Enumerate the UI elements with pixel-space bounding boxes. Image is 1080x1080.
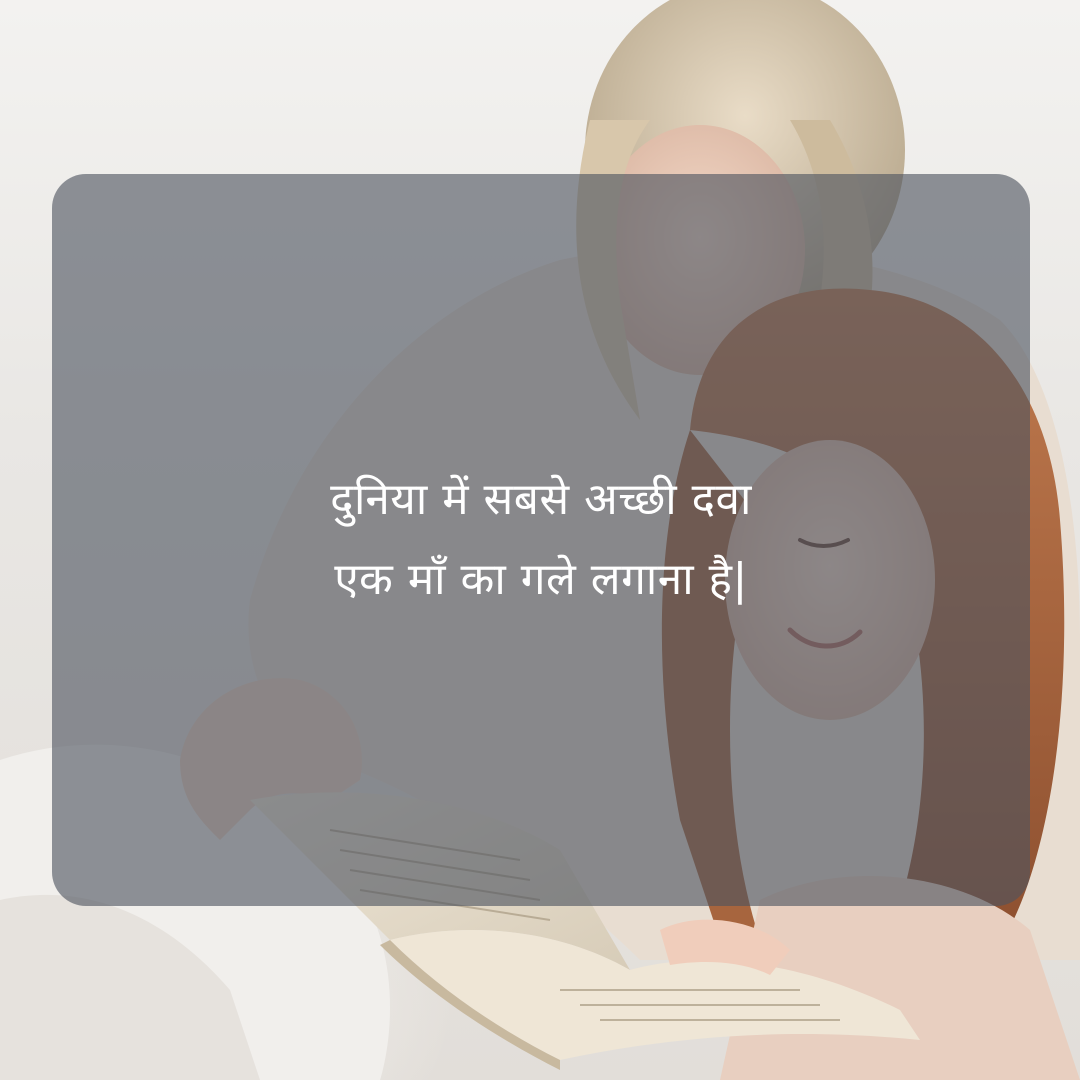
quote-line-2: एक माँ का गले लगाना है| <box>334 554 748 605</box>
quote-line-1: दुनिया में सबसे अच्छी दवा <box>330 474 752 525</box>
quote-text <box>52 174 1030 906</box>
